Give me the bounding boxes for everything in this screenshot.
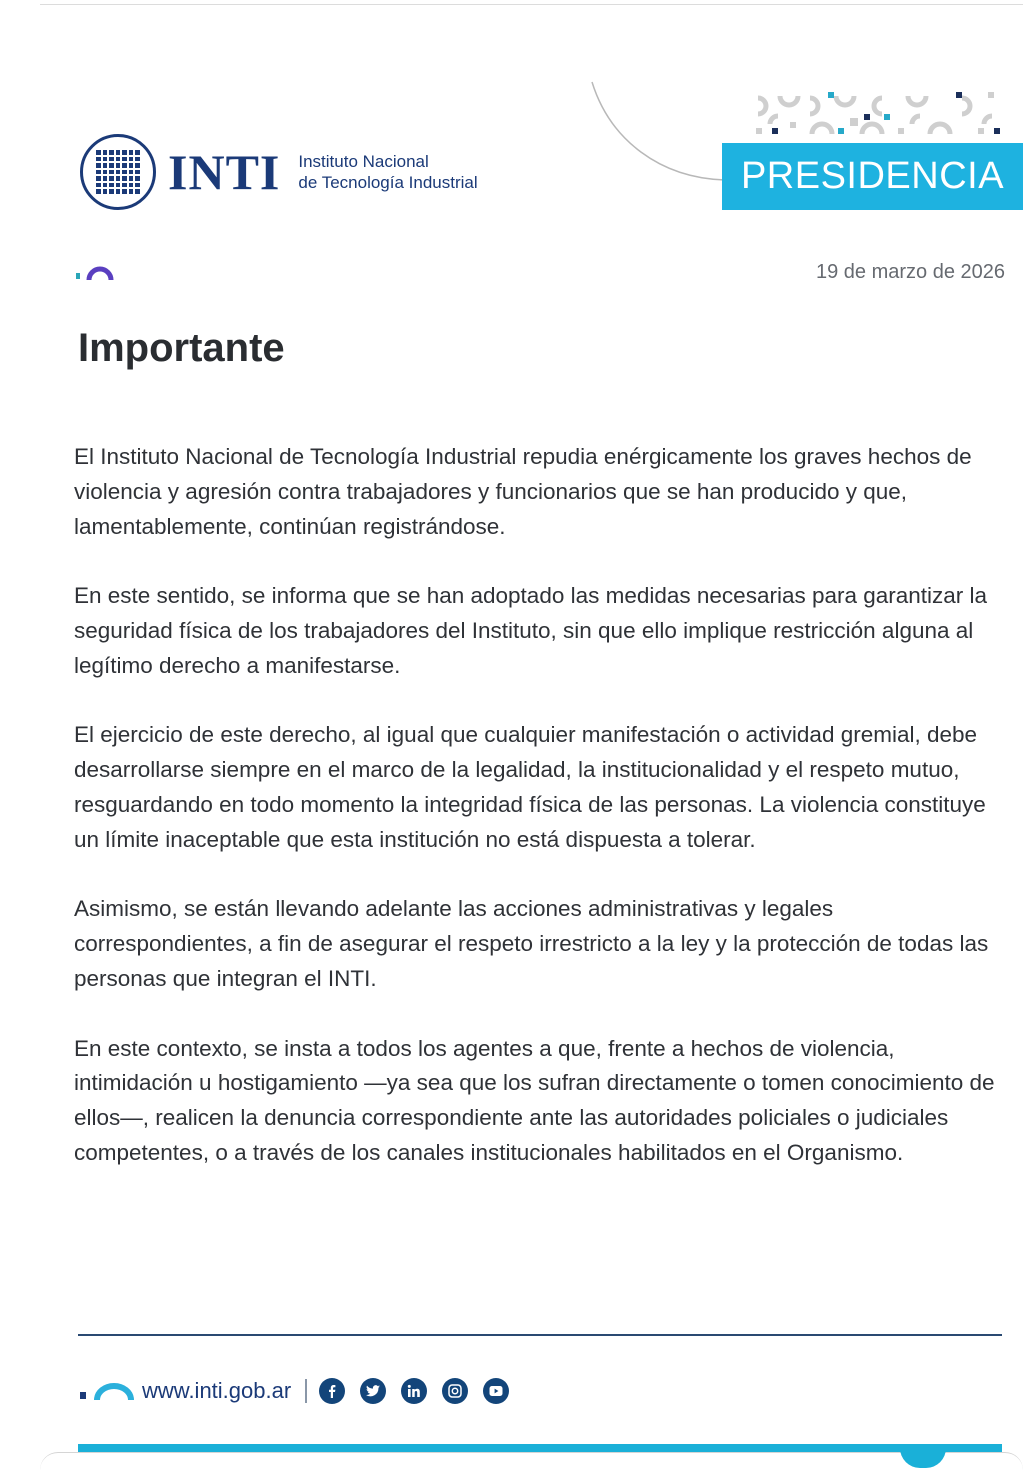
logo-subtitle <box>298 151 477 193</box>
emblem-cell <box>129 176 134 181</box>
emblem-cell <box>103 150 108 155</box>
presidencia-badge: PRESIDENCIA <box>722 143 1023 210</box>
emblem-cell <box>116 176 121 181</box>
paragraph: En este sentido, se informa que se han adoptado las medidas necesarias para garantizar la seguridad física de los trabajadores del Instituto, sin que ello implique restricción alguna al legítimo derecho a manifestarse. <box>74 583 988 678</box>
emblem-cell <box>129 163 134 168</box>
emblem-cell <box>103 176 108 181</box>
emblem-cell <box>129 150 134 155</box>
emblem-cell <box>122 189 127 194</box>
inti-footer-mark-icon <box>80 1381 136 1401</box>
emblem-cell <box>103 163 108 168</box>
paragraph: El ejercicio de este derecho, al igual que cualquier manifestación o actividad gremial, debe desarrollarse siempre en el marco de la legalidad, la institucionalidad y el respeto mutuo, resguardando en todo momento la integridad física de las personas. La violencia constituye un límite inaceptable que esta institución no está dispuesta a tolerar. <box>74 722 986 852</box>
footer-divider <box>78 1334 1002 1336</box>
emblem-cell <box>96 170 101 175</box>
emblem-cell <box>129 183 134 188</box>
paragraph: En este contexto, se insta a todos los agentes a que, frente a hechos de violencia, intimidación u hostigamiento —ya sea que los sufran directamente o tomen conocimiento de ellos—, realicen la denuncia correspondiente ante las autoridades policiales o judiciales competentes, o a través de los canales institucionales habilitados en el Organismo. <box>74 1035 995 1165</box>
emblem-cell <box>135 170 140 175</box>
emblem-cell <box>129 157 134 162</box>
decorative-curve <box>590 80 730 190</box>
top-divider <box>40 4 1023 5</box>
emblem-cell <box>116 157 121 162</box>
emblem-cell <box>109 170 114 175</box>
emblem-cell <box>109 157 114 162</box>
emblem-cell <box>122 176 127 181</box>
emblem-cell <box>96 157 101 162</box>
emblem-cell <box>122 170 127 175</box>
decorative-pattern <box>752 88 1002 138</box>
emblem-cell <box>109 163 114 168</box>
emblem-cell <box>135 163 140 168</box>
emblem-cell <box>116 189 121 194</box>
inti-mini-mark-icon <box>76 265 116 281</box>
emblem-cell <box>96 183 101 188</box>
twitter-icon[interactable] <box>360 1378 386 1404</box>
emblem-cell <box>129 189 134 194</box>
emblem-cell <box>103 170 108 175</box>
document-title: Importante <box>78 326 285 370</box>
emblem-cell <box>103 189 108 194</box>
emblem-cell <box>109 150 114 155</box>
emblem-cell <box>116 170 121 175</box>
paragraph: El Instituto Nacional de Tecnología Industrial repudia enérgicamente los graves hechos de violencia y agresión contra trabajadores y funcionarios que se han producido y que, lamentablemente, continúan registrándose. <box>74 444 972 539</box>
emblem-cell <box>109 176 114 181</box>
emblem-cell <box>122 163 127 168</box>
inti-logo <box>80 134 478 210</box>
emblem-cell <box>96 163 101 168</box>
emblem-cell <box>96 150 101 155</box>
document-date: 19 de marzo de 2026 <box>815 261 1005 283</box>
emblem-cell <box>109 189 114 194</box>
logo-subtitle-line1: Instituto Nacional <box>298 152 429 171</box>
emblem-cell <box>103 157 108 162</box>
document-body <box>74 440 1009 1206</box>
footer <box>80 1374 524 1408</box>
logo-subtitle-line2: de Tecnología Industrial <box>298 173 478 192</box>
footer-separator <box>305 1379 307 1403</box>
emblem-cell <box>129 170 134 175</box>
emblem-cell <box>96 189 101 194</box>
emblem-cell <box>109 183 114 188</box>
emblem-cell <box>135 183 140 188</box>
emblem-cell <box>116 163 121 168</box>
linkedin-icon[interactable] <box>401 1378 427 1404</box>
facebook-icon[interactable] <box>319 1378 345 1404</box>
emblem-cell <box>135 189 140 194</box>
inti-emblem-icon <box>80 134 156 210</box>
emblem-cell <box>103 183 108 188</box>
youtube-icon[interactable] <box>483 1378 509 1404</box>
emblem-cell <box>122 157 127 162</box>
website-link[interactable]: www.inti.gob.ar <box>142 1378 292 1403</box>
emblem-cell <box>96 176 101 181</box>
emblem-cell <box>122 183 127 188</box>
emblem-cell <box>135 176 140 181</box>
emblem-cell <box>122 150 127 155</box>
instagram-icon[interactable] <box>442 1378 468 1404</box>
emblem-cell <box>116 183 121 188</box>
emblem-cell <box>135 150 140 155</box>
logo-wordmark: INTI <box>168 144 281 200</box>
emblem-cell <box>116 150 121 155</box>
footer-bar <box>78 1444 1002 1452</box>
emblem-cell <box>135 157 140 162</box>
paragraph: Asimismo, se están llevando adelante las acciones administrativas y legales correspondientes, a fin de asegurar el respeto irrestricto a la ley y la protección de todas las personas que integran el INTI. <box>74 896 989 991</box>
